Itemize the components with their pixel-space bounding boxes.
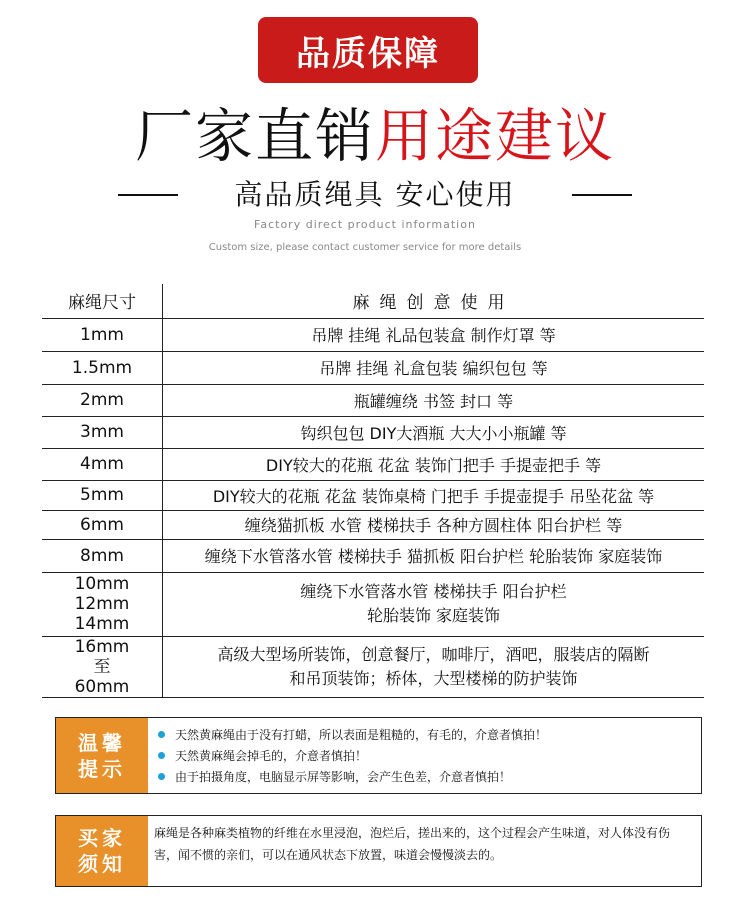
size-cell: 8mm — [42, 539, 163, 572]
usage-table — [42, 284, 704, 698]
size-line: 16mm — [74, 636, 130, 657]
size-cell: 1.5mm — [42, 351, 163, 384]
size-cell: 5mm — [42, 480, 163, 510]
warm-tips-label — [56, 718, 148, 793]
size-line: 10mm — [74, 574, 130, 594]
headline-part1: 厂家直销 — [134, 102, 375, 170]
use-cell: 吊牌 挂绳 礼品包装盒 制作灯罩 等 — [163, 318, 705, 351]
table-row — [42, 572, 704, 636]
use-cell: 瓶罐缠绕 书签 封口 等 — [163, 384, 705, 416]
size-line: 至 — [93, 656, 111, 677]
use-cell: 缠绕猫抓板 水管 楼梯扶手 各种方圆柱体 阳台护栏 等 — [163, 510, 705, 539]
tip-item — [154, 745, 701, 766]
label-line: 温馨 — [78, 730, 126, 755]
table-row — [42, 416, 704, 448]
english-line-1: Factory direct product information — [254, 218, 476, 231]
tip-item — [154, 724, 701, 745]
table-row — [42, 636, 704, 697]
bullet-icon — [158, 731, 165, 738]
english-line-2: Custom size, please contact customer service for more details — [208, 242, 522, 253]
headline-part2: 用途建议 — [375, 102, 616, 170]
use-cell: DIY较大的花瓶 花盆 装饰门把手 手提壶把手 等 — [163, 448, 705, 480]
table-row — [42, 539, 704, 572]
tip-text: 天然黄麻绳会掉毛的，介意者慎拍！ — [175, 749, 368, 763]
use-cell: 钩织包包 DIY大酒瓶 大大小小瓶罐 等 — [163, 416, 705, 448]
warm-tips-box — [55, 717, 702, 794]
use-cell — [163, 636, 705, 697]
use-cell: 吊牌 挂绳 礼盒包装 编织包包 等 — [163, 351, 705, 384]
bullet-icon — [158, 773, 165, 780]
table-row — [42, 448, 704, 480]
size-cell: 2mm — [42, 384, 163, 416]
table-header-row — [42, 284, 704, 318]
size-cell — [42, 636, 163, 697]
buyer-notice-body — [148, 816, 701, 886]
table-row — [42, 318, 704, 351]
use-line: 高级大型场所装饰，创意餐厅，咖啡厅，酒吧，服装店的隔断 — [217, 644, 650, 664]
buyer-notice-label — [56, 816, 148, 886]
bullet-icon — [158, 752, 165, 759]
size-cell: 4mm — [42, 448, 163, 480]
use-line: 缠绕下水管落水管 楼梯扶手 阳台护栏 — [300, 582, 567, 601]
size-cell: 6mm — [42, 510, 163, 539]
buyer-notice-text: 麻绳是各种麻类植物的纤维在水里浸泡，泡烂后，搓出来的，这个过程会产生味道，对人体没有伤害，闻不惯的亲们，可以在通风状态下放置，味道会慢慢淡去的。 — [154, 826, 671, 862]
subtitle-row — [0, 173, 750, 217]
table-row — [42, 480, 704, 510]
table-row — [42, 384, 704, 416]
size-cell — [42, 572, 163, 636]
use-line: 轮胎装饰 家庭装饰 — [366, 606, 501, 625]
use-cell: DIY较大的花瓶 花盆 装饰桌椅 门把手 手提壶提手 吊坠花盆 等 — [163, 480, 705, 510]
quality-badge: 品质保障 — [258, 17, 478, 83]
size-line: 12mm — [74, 594, 130, 614]
size-cell: 3mm — [42, 416, 163, 448]
use-cell: 缠绕下水管落水管 楼梯扶手 猫抓板 阳台护栏 轮胎装饰 家庭装饰 — [163, 539, 705, 572]
tip-item — [154, 766, 701, 787]
tip-text: 由于拍摄角度，电脑显示屏等影响，会产生色差，介意者慎拍！ — [175, 770, 512, 784]
label-line: 提示 — [78, 756, 126, 781]
headline — [0, 100, 750, 172]
label-line: 买家 — [78, 826, 126, 850]
left-dash — [118, 194, 178, 196]
size-line: 60mm — [74, 676, 130, 697]
warm-tips-body — [148, 718, 701, 793]
size-line: 14mm — [74, 614, 130, 634]
subtitle: 高品质绳具 安心使用 — [234, 178, 516, 211]
label-line: 须知 — [78, 852, 126, 876]
use-line: 和吊顶装饰；桥体，大型楼梯的防护装饰 — [289, 668, 578, 688]
table-row — [42, 510, 704, 539]
header-use: 麻绳创意使用 — [163, 284, 705, 318]
tip-text: 天然黄麻绳由于没有打蜡，所以表面是粗糙的，有毛的，介意者慎拍！ — [175, 728, 548, 742]
buyer-notice-box — [55, 815, 702, 887]
header-size: 麻绳尺寸 — [42, 284, 163, 318]
use-cell — [163, 572, 705, 636]
table-row — [42, 351, 704, 384]
size-cell: 1mm — [42, 318, 163, 351]
right-dash — [572, 194, 632, 196]
